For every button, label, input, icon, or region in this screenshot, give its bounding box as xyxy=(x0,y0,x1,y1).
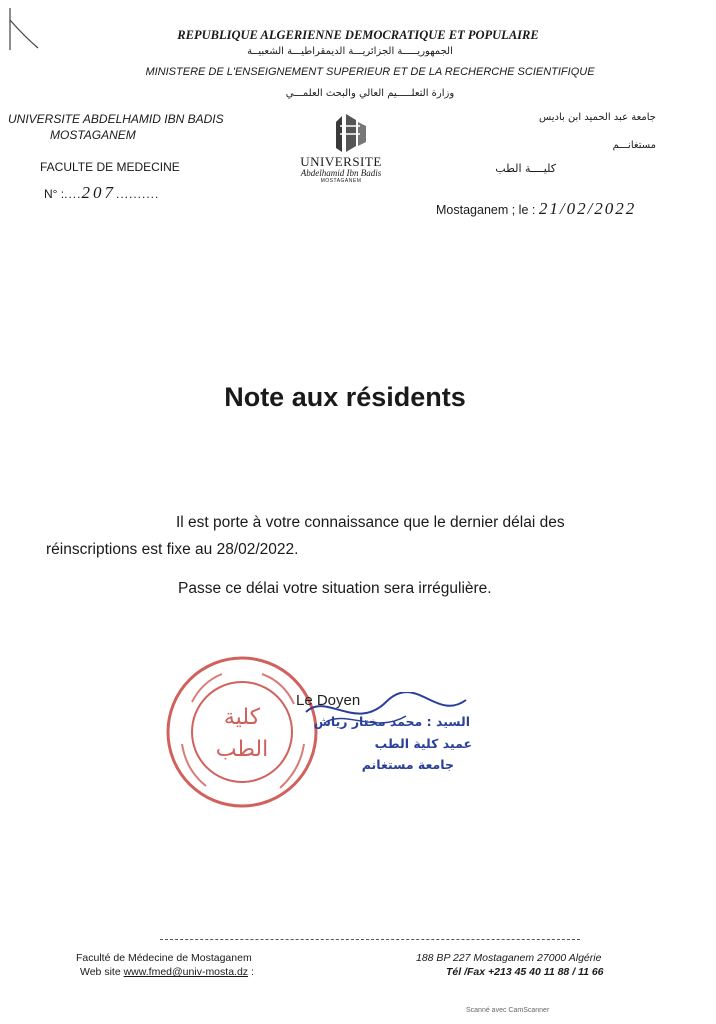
dean-stamp-line-1: السيد : محمد مختار رياش xyxy=(313,714,470,729)
ministry-heading-arabic: وزارة التعلـــــيم العالي والبحث العلمـــي xyxy=(285,88,455,99)
date-value: 21/02/2022 xyxy=(538,199,637,218)
signatory-title: Le Doyen xyxy=(296,692,361,709)
logo-city: MOSTAGANEM xyxy=(320,178,362,184)
round-stamp-word-bottom: الطب xyxy=(215,737,269,762)
university-city-arabic: مستغانـــم xyxy=(612,140,656,151)
body-paragraph-line-2: réinscriptions est fixe au 28/02/2022. xyxy=(46,541,299,558)
footer-website xyxy=(80,966,254,978)
logo-subtitle: Abdelhamid Ibn Badis xyxy=(300,168,382,178)
faculty-name: FACULTE DE MEDECINE xyxy=(40,160,180,174)
reference-number-label: N° : xyxy=(44,187,65,201)
website-suffix: : xyxy=(250,966,254,978)
logo-university-label: UNIVERSITE xyxy=(300,154,382,169)
republic-heading: REPUBLIQUE ALGERIENNE DEMOCRATIQUE ET POPULAIRE xyxy=(177,28,539,42)
reference-number: N° :....207.......... xyxy=(44,183,160,202)
website-link[interactable]: www.fmed@univ-mosta.dz xyxy=(123,966,249,978)
body-paragraph-line-1: Il est porte à votre connaissance que le dernier délai des xyxy=(176,514,565,531)
footer-phone: Tél /Fax +213 45 40 11 88 / 11 66 xyxy=(446,966,604,978)
dean-stamp-line-3: جامعة مستغانم xyxy=(361,757,454,772)
round-stamp-word-top: كلية xyxy=(223,705,261,730)
body-paragraph-2: Passe ce délai votre situation sera irrégulière. xyxy=(178,580,492,597)
university-name: UNIVERSITE ABDELHAMID IBN BADIS xyxy=(8,112,224,126)
republic-heading-arabic: الجمهوريـــــة الجزائريـــة الديمقراطيـــة الشعبيــة xyxy=(247,46,453,57)
document-title: Note aux résidents xyxy=(224,382,466,412)
document-date xyxy=(436,199,636,219)
footer-divider xyxy=(160,939,580,940)
date-label: Mostaganem ; le : xyxy=(436,203,536,217)
reference-number-value: 207 xyxy=(81,183,116,202)
dean-stamp-line-2: عميد كلية الطب xyxy=(374,736,472,751)
footer-address: 188 BP 227 Mostaganem 27000 Algérie xyxy=(416,952,602,964)
faculty-name-arabic: كليــــة الطب xyxy=(495,162,556,175)
footer-faculty: Faculté de Médecine de Mostaganem xyxy=(76,952,252,964)
scanner-watermark: Scanné avec CamScanner xyxy=(466,1007,550,1014)
ministry-heading: MINISTERE DE L'ENSEIGNEMENT SUPERIEUR ET DE LA RECHERCHE SCIENTIFIQUE xyxy=(145,66,595,78)
university-city: MOSTAGANEM xyxy=(50,128,136,142)
university-name-arabic: جامعة عبد الحميد ابن باديس xyxy=(538,112,656,123)
website-label: Web site xyxy=(80,966,121,978)
